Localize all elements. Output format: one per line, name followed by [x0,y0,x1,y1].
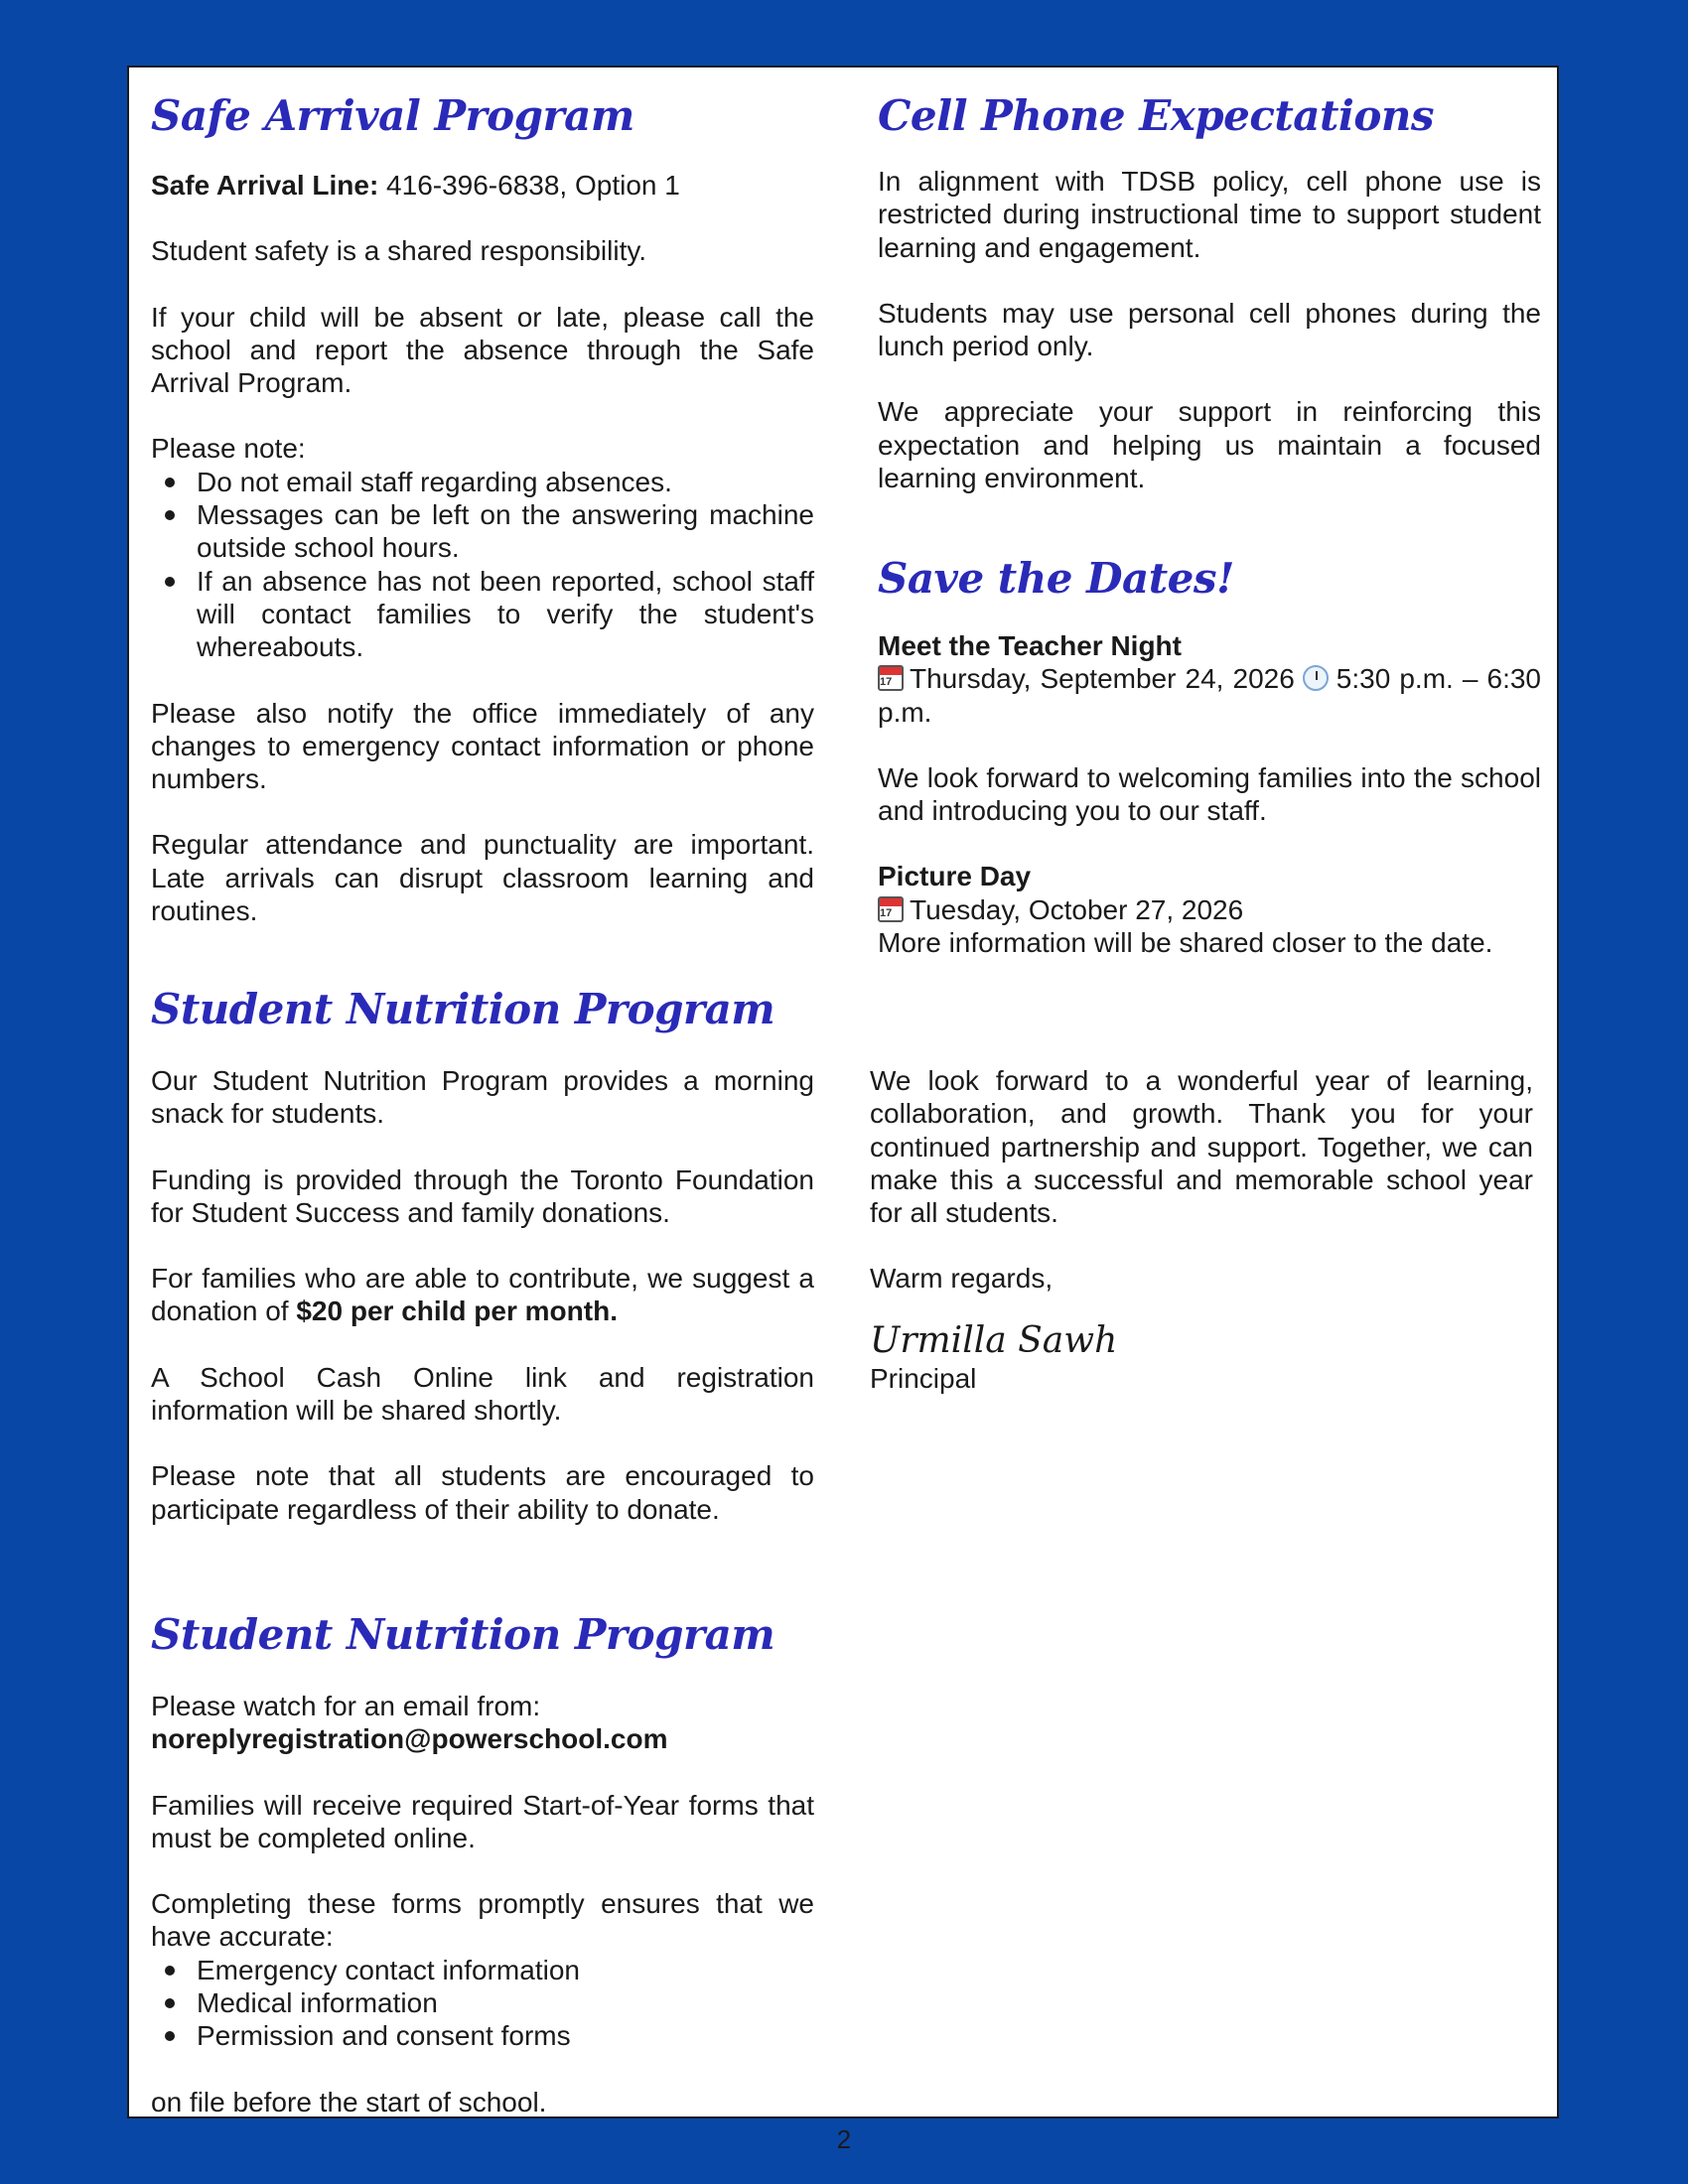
event2-title-text: Picture Day [878,861,1032,892]
registration-p2: Families will receive required Start-of-Year forms that must be completed online. [151,1789,814,1853]
cell-phone-p1: In alignment with TDSB policy, cell phone use is restricted during instructional time to support student learning and engagement. [878,166,1541,263]
save-dates-heading: Save the Dates! [878,554,1234,603]
safe-arrival-p4: Regular attendance and punctuality are important. Late arrivals can disrupt classroom learning and routines. [151,829,814,927]
safe-arrival-heading: Safe Arrival Program [151,91,634,140]
nutrition-heading: Student Nutrition Program [151,985,775,1033]
registration-p4: on file before the start of school. [151,2086,547,2117]
closing-title-block [870,1362,1533,1395]
list-item: Messages can be left on the answering machine outside school hours. [151,498,814,565]
nutrition-p3 [151,1262,814,1328]
closing-regards: Warm regards, [870,1263,1054,1295]
safe-arrival-line [151,169,814,202]
registration-forms-list [151,1954,814,2053]
nutrition-p4: A School Cash Online link and registration information will be shared shortly. [151,1361,814,1427]
save-dates-section [878,629,1541,959]
safe-arrival-notes-list [151,466,814,664]
event1-date: Thursday, September 24, 2026 [910,663,1295,695]
registration-section [151,1690,814,2118]
clock-icon [1303,665,1329,691]
registration-p1: Please watch for an email from: [151,1691,541,1721]
cell-phone-heading: Cell Phone Expectations [878,91,1435,140]
safe-arrival-section [151,169,814,927]
event2-desc: More information will be shared closer to the date. [878,927,1493,959]
closing-p1: We look forward to a wonderful year of learning, collaboration, and growth. Thank you for your continued partnership and support. Together, we can make this a successful and memorable school year for all students. [870,1065,1533,1229]
page-number: 2 [836,2124,852,2154]
principal-signature: Urmilla Sawh [870,1320,1118,1361]
event1-when [878,662,1541,729]
calendar-icon: 17 [878,896,904,922]
event2-date: Tuesday, October 27, 2026 [910,893,1244,925]
cell-phone-p3: We appreciate your support in reinforcing this expectation and helping us maintain a focused learning environment. [878,396,1541,494]
registration-email-text: noreplyregistration@powerschool.com [151,1723,668,1755]
list-item: Permission and consent forms [151,2019,814,2052]
safe-arrival-p2: If your child will be absent or late, please call the school and report the absence through the Safe Arrival Program. [151,301,814,399]
safe-arrival-line-label: Safe Arrival Line: [151,170,379,201]
list-item: Medical information [151,1986,814,2019]
registration-email [151,1722,814,1755]
nutrition-section [151,1064,814,1526]
list-item: Emergency contact information [151,1954,814,1986]
nutrition-p3-text: For families who are able to contribute, we suggest a donation of [151,1263,814,1327]
event1-time: 5:30 p.m. – 6:30 p.m. [878,663,1542,728]
safe-arrival-line-value: 416-396-6838, Option 1 [378,170,680,201]
cell-phone-p2: Students may use personal cell phones during the lunch period only. [878,297,1541,362]
closing-section [870,1064,1533,1296]
nutrition-p2: Funding is provided through the Toronto Foundation for Student Success and family donations. [151,1163,814,1228]
list-item: Do not email staff regarding absences. [151,466,814,498]
safe-arrival-note-label: Please note: [151,433,306,465]
registration-heading: Student Nutrition Program [151,1610,775,1659]
principal-title: Principal [870,1363,977,1394]
event1-title-text: Meet the Teacher Night [878,630,1182,661]
donation-amount: $20 per child per month. [296,1296,618,1327]
calendar-icon: 17 [878,665,904,691]
event1-desc: We look forward to welcoming families into the school and introducing you to our staff. [878,761,1541,827]
event2-when [878,893,1541,926]
list-item: If an absence has not been reported, school staff will contact families to verify the student's whereabouts. [151,565,814,664]
event1-title [878,629,1541,662]
event2-title [878,860,1541,892]
newsletter-page [127,66,1559,2118]
safe-arrival-p3: Please also notify the office immediately of any changes to emergency contact information or phone numbers. [151,697,814,795]
nutrition-p5: Please note that all students are encouraged to participate regardless of their ability to donate. [151,1460,814,1525]
nutrition-p1: Our Student Nutrition Program provides a morning snack for students. [151,1065,814,1130]
safe-arrival-p1: Student safety is a shared responsibility. [151,235,647,267]
registration-p3: Completing these forms promptly ensures that we have accurate: [151,1888,814,1953]
cell-phone-section [878,165,1541,494]
